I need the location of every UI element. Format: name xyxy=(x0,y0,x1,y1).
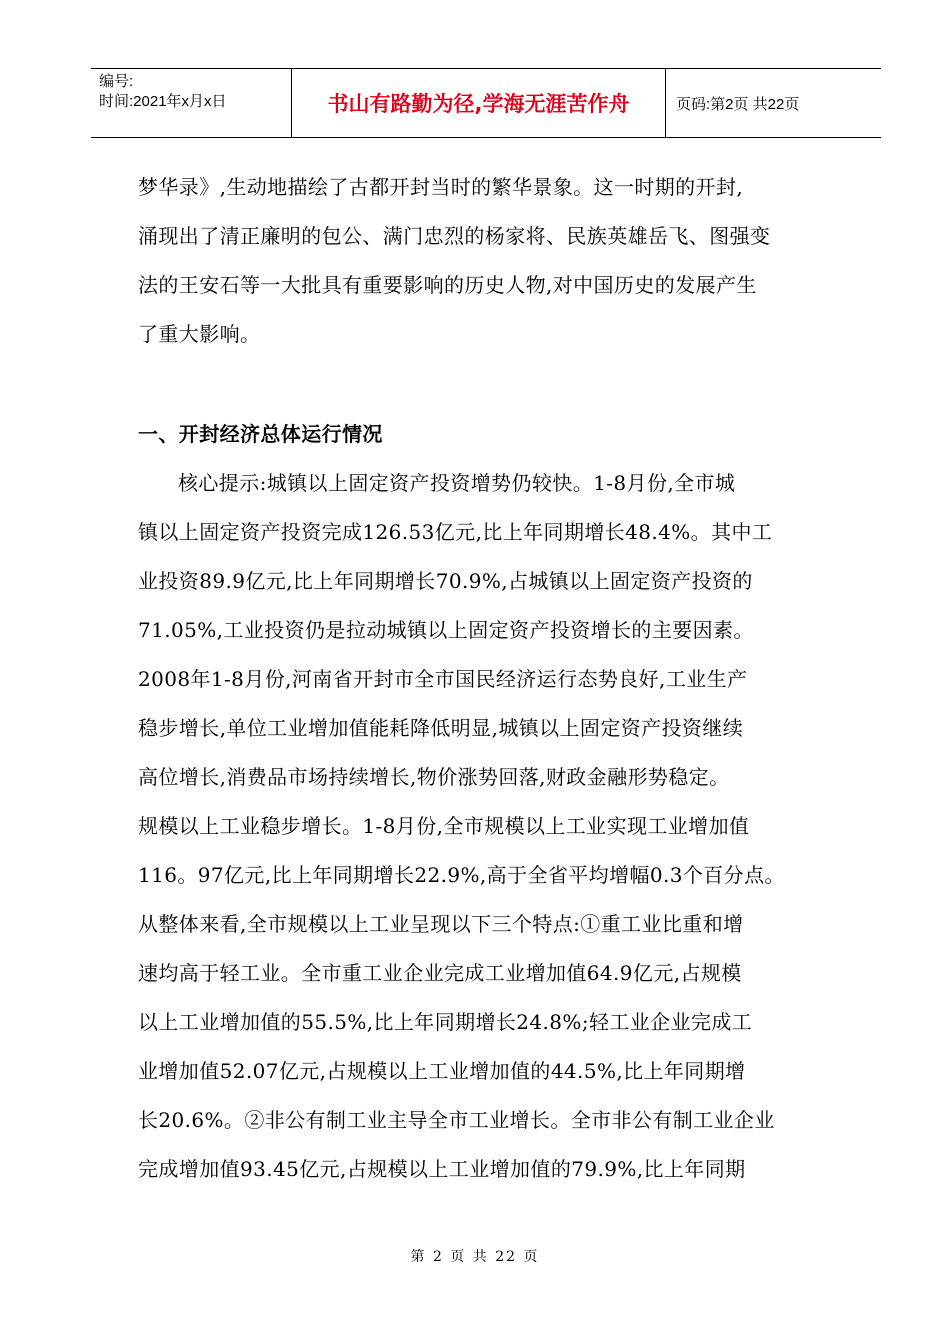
text-line: 梦华录》,生动地描绘了古都开封当时的繁华景象。这一时期的开封, xyxy=(138,175,744,199)
section-heading: 一、开封经济总体运行情况 xyxy=(138,422,383,446)
code-label: 编号: xyxy=(99,73,134,90)
text-line: 规模以上工业稳步增长。1-8月份,全市规模以上工业实现工业增加值 xyxy=(138,814,750,838)
text-line: 了重大影响。 xyxy=(138,322,261,346)
text-line: 完成增加值93.45亿元,占规模以上工业增加值的79.9%,比上年同期 xyxy=(138,1157,746,1181)
text-line: 长20.6%。②非公有制工业主导全市工业增长。全市非公有制工业企业 xyxy=(138,1108,775,1132)
spacer xyxy=(138,359,858,410)
text-line: 速均高于轻工业。全市重工业企业完成工业增加值64.9亿元,占规模 xyxy=(138,961,742,985)
text-line: 涌现出了清正廉明的包公、满门忠烈的杨家将、民族英雄岳飞、图强变 xyxy=(138,224,771,248)
text-line: 116。97亿元,比上年同期增长22.9%,高于全省平均增幅0.3个百分点。 xyxy=(138,863,785,887)
paragraph-1 xyxy=(138,163,858,359)
text-line: 业增加值52.07亿元,占规模以上工业增加值的44.5%,比上年同期增 xyxy=(138,1059,746,1083)
page-header xyxy=(91,68,881,138)
text-line: 以上工业增加值的55.5%,比上年同期增长24.8%;轻工业企业完成工 xyxy=(138,1010,753,1034)
text-line: 业投资89.9亿元,比上年同期增长70.9%,占城镇以上固定资产投资的 xyxy=(138,569,753,593)
time-label: 时间:2021年x月x日 xyxy=(99,93,227,110)
header-meta xyxy=(91,69,292,137)
text-line: 镇以上固定资产投资完成126.53亿元,比上年同期增长48.4%。其中工 xyxy=(138,520,773,544)
text-line: 2008年1-8月份,河南省开封市全市国民经济运行态势良好,工业生产 xyxy=(138,667,748,691)
document-body xyxy=(138,163,858,1194)
text-line: 核心提示:城镇以上固定资产投资增势仍较快。1-8月份,全市城 xyxy=(178,471,736,495)
text-line: 稳步增长,单位工业增加值能耗降低明显,城镇以上固定资产投资继续 xyxy=(138,716,744,740)
paragraph-2 xyxy=(138,459,858,1194)
text-line: 从整体来看,全市规模以上工业呈现以下三个特点:①重工业比重和增 xyxy=(138,912,744,936)
text-line: 高位增长,消费品市场持续增长,物价涨势回落,财政金融形势稳定。 xyxy=(138,765,730,789)
text-line: 法的王安石等一大批具有重要影响的历史人物,对中国历史的发展产生 xyxy=(138,273,757,297)
header-motto: 书山有路勤为径,学海无涯苦作舟 xyxy=(292,69,666,137)
page-footer: 第 2 页 共 22 页 xyxy=(410,1249,540,1265)
header-page-info: 页码:第2页 共22页 xyxy=(676,95,800,113)
text-line: 71.05%,工业投资仍是拉动城镇以上固定资产投资增长的主要因素。 xyxy=(138,618,754,642)
